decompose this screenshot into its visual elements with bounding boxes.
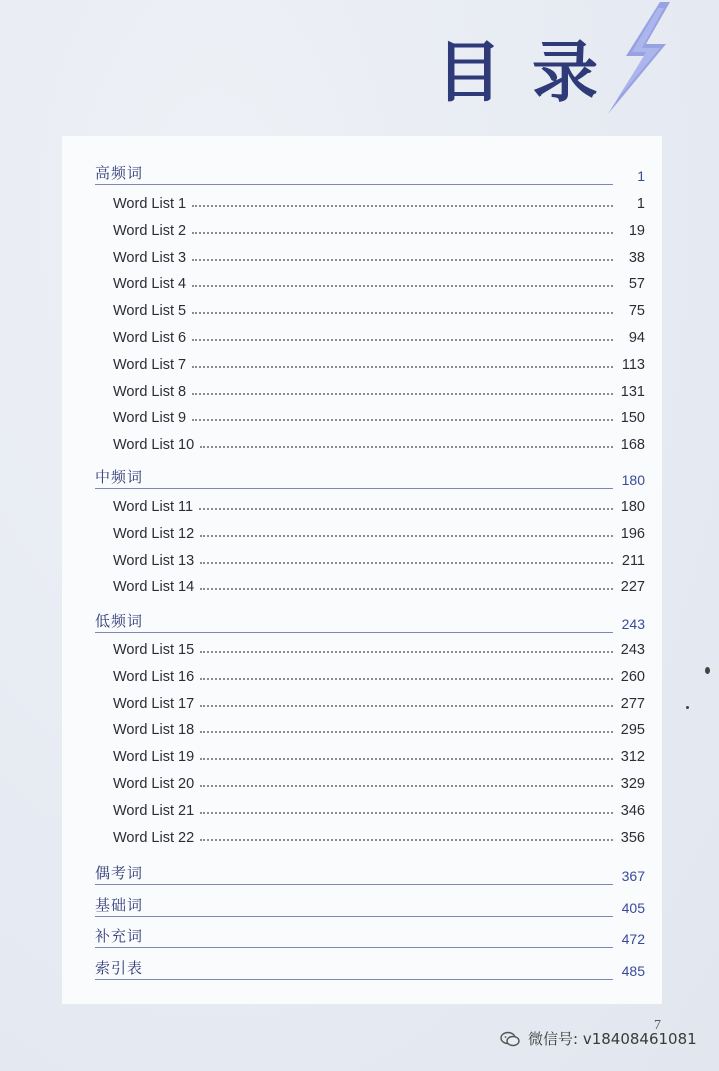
section-underline <box>95 947 613 948</box>
toc-entry[interactable] <box>113 524 645 544</box>
entry-page-number: 356 <box>620 829 645 846</box>
entry-page-number: 150 <box>620 410 645 427</box>
entry-page-number: 346 <box>620 802 645 819</box>
entry-label: Word List 10 <box>113 437 195 454</box>
toc-entry[interactable] <box>113 828 645 848</box>
toc-entry[interactable] <box>113 248 645 268</box>
entry-label: Word List 12 <box>113 525 195 542</box>
toc-entry[interactable] <box>113 720 645 740</box>
toc-entry[interactable] <box>113 667 645 687</box>
entry-label: Word List 20 <box>113 776 195 792</box>
dot-leader <box>192 232 613 234</box>
section-title: 基础词 <box>95 896 144 914</box>
entry-page-number: 211 <box>621 552 645 569</box>
toc-entry[interactable] <box>113 801 645 821</box>
speck <box>686 706 689 709</box>
section-page-number: 367 <box>621 868 645 884</box>
entry-label: Word List 22 <box>113 829 195 846</box>
entry-page-number: 113 <box>621 356 645 373</box>
page-title: 目录 <box>436 34 628 111</box>
dot-leader <box>200 562 613 564</box>
speck <box>705 667 710 674</box>
section-page-number: 180 <box>621 472 645 488</box>
entry-page-number: 168 <box>620 437 645 454</box>
toc-entry[interactable] <box>113 328 645 348</box>
section-title: 索引表 <box>95 959 144 977</box>
entry-page-number: 180 <box>620 499 645 515</box>
section-underline <box>95 979 613 980</box>
dot-leader <box>200 678 613 680</box>
entry-label: Word List 5 <box>113 303 187 320</box>
entry-label: Word List 17 <box>113 695 195 712</box>
entry-label: Word List 15 <box>113 642 195 658</box>
toc-section[interactable] <box>95 894 645 920</box>
entry-page-number: 243 <box>620 642 645 658</box>
toc-section[interactable] <box>95 925 645 951</box>
dot-leader <box>200 651 613 653</box>
section-underline <box>95 488 613 489</box>
dot-leader <box>192 285 613 287</box>
section-title: 补充词 <box>95 927 144 945</box>
entry-label: Word List 2 <box>113 222 187 239</box>
dot-leader <box>200 785 613 787</box>
entry-label: Word List 21 <box>113 802 195 819</box>
entry-label: Word List 3 <box>113 249 187 266</box>
entry-page-number: 312 <box>620 749 645 766</box>
toc-entry[interactable] <box>113 774 645 794</box>
toc-entry[interactable] <box>113 497 645 517</box>
toc-entry[interactable] <box>113 640 645 660</box>
entry-page-number: 1 <box>636 196 645 212</box>
entry-label: Word List 13 <box>113 552 195 569</box>
dot-leader <box>192 339 613 341</box>
dot-leader <box>200 731 613 733</box>
section-page-number: 1 <box>637 168 645 184</box>
section-title: 偶考词 <box>95 864 144 882</box>
dot-leader <box>192 419 613 421</box>
entry-page-number: 38 <box>628 249 645 266</box>
entry-page-number: 329 <box>620 776 645 792</box>
entry-label: Word List 4 <box>113 276 187 293</box>
entry-label: Word List 18 <box>113 722 195 739</box>
toc-entry[interactable] <box>113 747 645 767</box>
toc-entry[interactable] <box>113 221 645 241</box>
entry-page-number: 94 <box>628 330 645 346</box>
dot-leader <box>200 535 613 537</box>
dot-leader <box>200 705 613 707</box>
section-underline <box>95 632 613 633</box>
section-underline <box>95 884 613 885</box>
entry-page-number: 75 <box>628 303 645 320</box>
section-title: 低频词 <box>95 612 144 630</box>
entry-page-number: 19 <box>628 222 645 239</box>
entry-label: Word List 19 <box>113 749 195 766</box>
dot-leader <box>200 758 613 760</box>
toc-entry[interactable] <box>113 301 645 321</box>
entry-page-number: 295 <box>620 722 645 739</box>
page-number: 7 <box>654 1018 661 1033</box>
section-underline <box>95 916 613 917</box>
toc-entry[interactable] <box>113 551 645 571</box>
toc-section[interactable] <box>95 162 645 188</box>
entry-label: Word List 6 <box>113 330 187 346</box>
dot-leader <box>200 446 613 448</box>
toc-entry[interactable] <box>113 194 645 214</box>
toc-section[interactable] <box>95 862 645 888</box>
toc-entry[interactable] <box>113 355 645 375</box>
entry-label: Word List 8 <box>113 383 187 400</box>
dot-leader <box>200 588 613 590</box>
entry-label: Word List 1 <box>113 196 187 212</box>
toc-entry[interactable] <box>113 435 645 455</box>
section-page-number: 485 <box>621 963 645 979</box>
dot-leader <box>192 259 613 261</box>
dot-leader <box>192 393 613 395</box>
section-title: 高频词 <box>95 164 144 182</box>
section-page-number: 243 <box>621 616 645 632</box>
section-underline <box>95 184 613 185</box>
entry-page-number: 196 <box>620 525 645 542</box>
entry-label: Word List 16 <box>113 668 195 685</box>
section-title: 中频词 <box>95 468 144 486</box>
toc-entry[interactable] <box>113 408 645 428</box>
dot-leader <box>192 366 613 368</box>
toc-section[interactable] <box>95 610 645 636</box>
entry-page-number: 131 <box>620 383 645 400</box>
dot-leader <box>192 205 613 207</box>
watermark-text: 微信号: v18408461081 <box>528 1030 697 1048</box>
entry-label: Word List 9 <box>113 410 187 427</box>
entry-page-number: 227 <box>620 579 645 596</box>
toc-entry[interactable] <box>113 694 645 714</box>
entry-label: Word List 11 <box>113 499 194 515</box>
section-page-number: 472 <box>621 931 645 947</box>
section-page-number: 405 <box>621 900 645 916</box>
wechat-icon <box>500 1031 520 1047</box>
entry-page-number: 260 <box>620 668 645 685</box>
toc-entry[interactable] <box>113 382 645 402</box>
toc-entry[interactable] <box>113 577 645 597</box>
entry-label: Word List 14 <box>113 579 195 596</box>
dot-leader <box>199 508 613 510</box>
dot-leader <box>192 312 613 314</box>
toc-section[interactable] <box>95 466 645 492</box>
dot-leader <box>200 839 613 841</box>
dot-leader <box>200 812 613 814</box>
entry-page-number: 57 <box>628 276 645 293</box>
entry-label: Word List 7 <box>113 356 187 373</box>
wechat-watermark <box>500 1028 697 1049</box>
entry-page-number: 277 <box>620 695 645 712</box>
toc-section[interactable] <box>95 957 645 983</box>
lightning-bolt-icon <box>600 0 678 118</box>
toc-entry[interactable] <box>113 274 645 294</box>
